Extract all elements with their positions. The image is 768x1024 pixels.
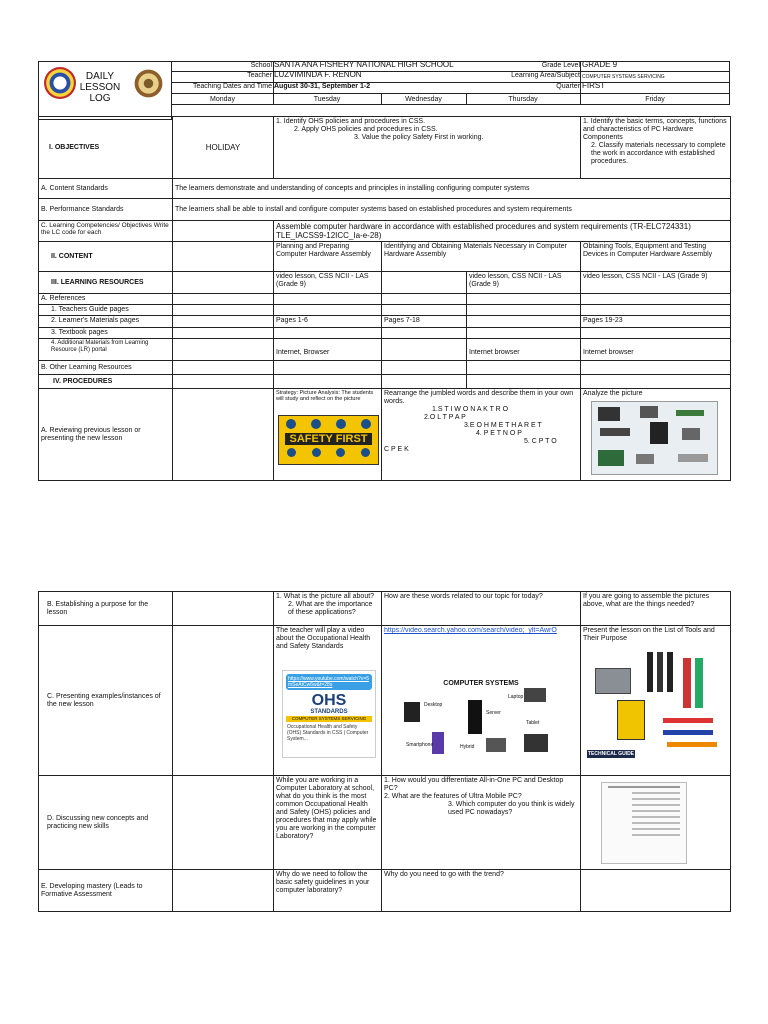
cpu-icon: [640, 406, 658, 418]
purpose-q1: 1. What is the picture all about?: [276, 593, 375, 600]
ohs-title: OHS: [311, 692, 347, 709]
casing-icon: [650, 422, 668, 444]
purpose-fri: If you are going to assemble the pictures above, what are the things needed?: [581, 592, 731, 626]
ohs-video-thumbnail: [282, 670, 376, 758]
cell: [467, 361, 581, 375]
school-value: SANTA ANA FISHERY NATIONAL HIGH SCHOOL: [274, 61, 454, 69]
cell: [173, 361, 274, 375]
day-thursday: Thursday: [508, 96, 538, 103]
cell: [382, 339, 467, 361]
safety-first-poster: [278, 415, 379, 465]
review-wed: [382, 389, 581, 481]
review-label: A. Reviewing previous lesson or presenting the new lesson: [39, 389, 173, 481]
ohs-band: COMPUTER SYSTEMS SERVICING: [286, 716, 372, 722]
content-standards-text: The learners demonstrate and understanding of concepts and principles in installing configuring computer systems: [173, 179, 731, 199]
content-standards-row: [39, 179, 731, 199]
cell: [274, 305, 382, 316]
resources-fri: video lesson, CSS NCII - LAS (Grade 9): [581, 272, 731, 294]
cell: [581, 305, 731, 316]
review-tue: [274, 389, 382, 481]
server-label: Server: [486, 710, 501, 716]
cell: [173, 339, 274, 361]
tb-row: [39, 328, 731, 339]
mastery-label: E. Developing mastery (Leads to Formative Assessment: [39, 870, 173, 912]
objective-fri-2: 2. Classify materials necessary to complete the work in accordance with established procedures.: [591, 142, 726, 165]
yahoo-video-link[interactable]: https://video.search.yahoo.com/search/video;_ylt=AwrO: [384, 627, 557, 634]
objective-1: 1. Identify OHS policies and procedures in CSS.: [276, 118, 426, 125]
objective-fri-1: 1. Identify the basic terms, concepts, functions and characteristics of PC Hardware Components: [583, 118, 727, 141]
lm-label: 2. Learner's Materials pages: [39, 316, 173, 328]
doc-line: [632, 792, 680, 794]
school-label: School: [250, 62, 272, 69]
lr-thu: Internet browser: [467, 339, 581, 361]
psu-icon: [682, 428, 700, 440]
header-line: [172, 82, 730, 83]
review-monday: [173, 389, 274, 481]
tablet-label: Tablet: [526, 720, 540, 726]
resources-wed: [382, 272, 467, 294]
cell: [467, 328, 581, 339]
content-monday: [173, 242, 274, 272]
presenting-tue: [274, 626, 382, 776]
presenting-fri: [581, 626, 731, 776]
cell: [581, 328, 731, 339]
presenting-wed: [382, 626, 581, 776]
purpose-wed: How are these words related to our topic for today?: [382, 592, 581, 626]
procedures-row: [39, 375, 731, 389]
discussing-q2: 2. What are the features of Ultra Mobile PC?: [384, 793, 522, 800]
header-line: [172, 71, 730, 72]
cell: [382, 328, 467, 339]
ear-icon: [312, 448, 321, 457]
objectives-monday: HOLIDAY: [173, 117, 274, 179]
lr-row: [39, 339, 731, 361]
lr-tue: Internet, Browser: [274, 339, 382, 361]
dates-value: August 30-31, September 1-2: [274, 83, 371, 90]
content-label: II. CONTENT: [39, 242, 173, 272]
helmet-icon: [286, 419, 296, 429]
discussing-q3: 3. Which computer do you think is widely used PC nowadays?: [448, 801, 575, 816]
teacher-value: LUZVIMINDA F. RENON: [274, 70, 362, 79]
cell: [581, 375, 731, 389]
cell: [581, 294, 731, 305]
hybrid-label: Hybrid: [460, 744, 475, 750]
screwdriver-icon: [663, 718, 713, 723]
objectives-tue: [274, 117, 581, 179]
technical-guide-band: TECHNICAL GUIDE: [588, 751, 635, 757]
objective-2: 2. Apply OHS policies and procedures in CSS.: [294, 126, 438, 133]
competencies-row: [39, 221, 731, 242]
cell: [382, 375, 467, 389]
jumbled-word-2: 2.O L T P A P: [424, 414, 466, 421]
purpose-q2: 2. What are the importance of these applications?: [288, 601, 373, 616]
content-wed: Identifying and Obtaining Materials Necessary in Computer Hardware Assembly: [382, 242, 581, 272]
keyboard-icon: [600, 428, 630, 436]
cell: [173, 328, 274, 339]
content-fri: Obtaining Tools, Equipment and Testing Devices in Computer Hardware Assembly: [581, 242, 731, 272]
doc-line: [632, 828, 680, 830]
competencies-monday: [173, 221, 274, 242]
jumbled-word-6: C P E K: [384, 446, 409, 453]
lesson-log-title: DAILY LESSON LOG: [79, 71, 121, 104]
cell: [382, 361, 467, 375]
doc-line: [608, 786, 680, 788]
power-supply-icon: [595, 668, 631, 694]
performance-standards-text: The learners shall be able to install and configure computer systems based on established procedures and system requirements: [173, 199, 731, 221]
quarter-value: FIRST: [582, 81, 606, 90]
lr-label: 4. Additional Materials from Learning Resource (LR) portal: [39, 339, 173, 361]
multimeter-icon: [617, 700, 645, 740]
smartphone-label: Smartphone: [406, 742, 434, 748]
server-icon: [468, 700, 482, 734]
objectives-row: [39, 117, 731, 179]
cell: [274, 361, 382, 375]
pliers-icon: [695, 658, 703, 708]
doc-line: [632, 804, 680, 806]
doc-line: [632, 798, 680, 800]
lm-wed: Pages 7-18: [382, 316, 467, 328]
references-row: [39, 294, 731, 305]
discussing-tue: While you are working in a Computer Laboratory at school, what do you think is the most common Occupational Health and Safety (OHS) policies and procedures that may apply while you are working in the computer Laboratory?: [274, 776, 382, 870]
jumbled-word-3: 3.E O H M E T H A R E T: [464, 422, 542, 429]
tools-picture: [587, 648, 727, 772]
lesson-log-table: [38, 116, 731, 481]
school-seal-logo: [131, 66, 166, 101]
safety-icons-row: [279, 419, 378, 429]
tools-list-document: [601, 782, 687, 864]
lr-fri: Internet browser: [581, 339, 731, 361]
cell: [173, 375, 274, 389]
cell: [467, 294, 581, 305]
cell: [467, 375, 581, 389]
resources-monday: [173, 272, 274, 294]
tb-label: 3. Textbook pages: [39, 328, 173, 339]
discussing-q1: 1. How would you differentiate All-in-One PC and Desktop PC?: [384, 777, 564, 792]
cell: [382, 305, 467, 316]
drive-icon: [636, 454, 654, 464]
performance-standards-label: B. Performance Standards: [39, 199, 173, 221]
resources-thu: video lesson, CSS NCII - LAS (Grade 9): [467, 272, 581, 294]
ohs-video-link[interactable]: https://www.youtube.com/watch?v=5mSeAtCw6w&t=28s: [286, 674, 372, 690]
presenting-monday: [173, 626, 274, 776]
presenting-fri-text: Present the lesson on the List of Tools and Their Purpose: [583, 627, 715, 642]
ram-icon: [676, 410, 704, 416]
brush-icon: [657, 652, 663, 692]
review-fri-text: Analyze the picture: [583, 390, 643, 397]
purpose-row: [39, 592, 731, 626]
hardware-components-picture: [591, 401, 718, 475]
pliers-icon: [683, 658, 691, 708]
brush-icon: [667, 652, 673, 692]
mastery-monday: [173, 870, 274, 912]
resources-row: [39, 272, 731, 294]
laptop-icon: [524, 688, 546, 702]
goggles-icon: [311, 419, 321, 429]
cell: [173, 305, 274, 316]
mastery-fri: [581, 870, 731, 912]
dates-label: Teaching Dates and Time: [193, 83, 272, 90]
objectives-label: I. OBJECTIVES: [39, 117, 173, 179]
ohs-subtitle: STANDARDS: [310, 709, 348, 715]
discussing-row: [39, 776, 731, 870]
safety-icons-row-2: [279, 448, 378, 457]
lm-row: [39, 316, 731, 328]
safety-first-text: SAFETY FIRST: [285, 433, 372, 445]
area-label: Learning Area/Subject: [511, 72, 580, 79]
cable-icon: [678, 454, 708, 462]
jumbled-word-1: 1.S T I W O N A K T R O: [432, 406, 509, 413]
purpose-tue: [274, 592, 382, 626]
discussing-fri: [581, 776, 731, 870]
resources-label: III. LEARNING RESOURCES: [39, 272, 173, 294]
competencies-text: Assemble computer hardware in accordance with established procedures and system requirements (TR-ELC724331) TLE_IACSS9-12ICC_Ia-e-28): [274, 221, 731, 242]
day-tuesday: Tuesday: [313, 96, 341, 103]
doc-line: [632, 822, 680, 824]
teacher-label: Teacher: [247, 72, 272, 79]
purpose-label: B. Establishing a purpose for the lesson: [39, 592, 173, 626]
smartphone-icon: [432, 732, 444, 754]
objectives-fri: [581, 117, 731, 179]
review-wed-text: Rearrange the jumbled words and describe them in your own words.: [384, 390, 574, 405]
header-line: [172, 93, 730, 94]
review-fri: [581, 389, 731, 481]
doc-line: [632, 810, 680, 812]
cell: [173, 316, 274, 328]
desktop-icon: [404, 702, 420, 722]
vest-icon: [336, 448, 345, 457]
other-resources-label: B. Other Learning Resources: [39, 361, 173, 375]
area-value: COMPUTER SYSTEMS SERVICING: [582, 74, 665, 80]
day-wednesday: Wednesday: [405, 96, 442, 103]
computer-systems-picture: [396, 680, 566, 768]
mastery-tue: Why do we need to follow the basic safety guidelines in your computer laboratory?: [274, 870, 382, 912]
cell: [274, 294, 382, 305]
lm-fri: Pages 19-23: [581, 316, 731, 328]
desktop-label: Desktop: [424, 702, 443, 708]
mask-icon: [287, 448, 296, 457]
monitor-icon: [598, 407, 620, 421]
brush-icon: [647, 652, 653, 692]
cell: [274, 375, 382, 389]
content-tue: Planning and Preparing Computer Hardware Assembly: [274, 242, 382, 272]
motherboard-icon: [598, 450, 624, 466]
jumbled-word-4: 4. P E T N O P: [476, 430, 522, 437]
tg-row: [39, 305, 731, 316]
doc-line: [632, 816, 680, 818]
mastery-wed: Why do you need to go with the trend?: [382, 870, 581, 912]
grade-value: GRADE 9: [582, 60, 618, 69]
day-friday: Friday: [645, 96, 665, 103]
competencies-label: C. Learning Competencies/ Objectives Write the LC code for each: [39, 221, 173, 242]
lm-tue: Pages 1-6: [274, 316, 382, 328]
procedures-label: IV. PROCEDURES: [39, 375, 173, 389]
laptop-label: Laptop: [508, 694, 524, 700]
other-resources-row: [39, 361, 731, 375]
boots-icon: [361, 419, 371, 429]
ohs-caption: Occupational Health and Safety (OHS) Standards in CSS | Computer System...: [287, 724, 369, 742]
cell: [173, 294, 274, 305]
gloves-icon: [336, 419, 346, 429]
cell: [382, 294, 467, 305]
mastery-row: [39, 870, 731, 912]
hybrid-icon: [486, 738, 506, 752]
quarter-label: Quarter: [556, 83, 580, 90]
day-monday: Monday: [210, 96, 235, 103]
grade-label: Grade Level: [541, 62, 580, 69]
tablet-icon: [524, 734, 548, 752]
review-strategy: Strategy: Picture Analysis: The students will study and reflect on the picture: [276, 390, 374, 402]
references-label: A. References: [39, 294, 173, 305]
cell: [467, 305, 581, 316]
objective-3: 3. Value the policy Safety First in working.: [354, 134, 484, 141]
lesson-log-table-page2: [38, 591, 731, 912]
jumbled-word-5: 5. C P T O: [524, 438, 557, 445]
performance-standards-row: [39, 199, 731, 221]
computer-systems-title: COMPUTER SYSTEMS: [443, 680, 519, 687]
review-row: [39, 389, 731, 481]
presenting-label: C. Presenting examples/instances of the new lesson: [39, 626, 173, 776]
cell: [581, 361, 731, 375]
resources-tue: video lesson, CSS NCII - LAS (Grade 9): [274, 272, 382, 294]
discussing-label: D. Discussing new concepts and practicing new skills: [39, 776, 173, 870]
content-standards-label: A. Content Standards: [39, 179, 173, 199]
purpose-monday: [173, 592, 274, 626]
tg-label: 1. Teachers Guide pages: [39, 305, 173, 316]
doc-line: [632, 834, 680, 836]
content-row: [39, 242, 731, 272]
screwdriver-icon: [663, 730, 713, 735]
presenting-tue-text: The teacher will play a video about the Occupational Health and Safety Standards: [276, 627, 371, 650]
screwdriver-icon: [667, 742, 717, 747]
shoe-icon: [361, 448, 370, 457]
discussing-monday: [173, 776, 274, 870]
deped-seal-logo: [44, 67, 76, 99]
cell: [467, 316, 581, 328]
presenting-row: [39, 626, 731, 776]
discussing-wed: [382, 776, 581, 870]
cell: [274, 328, 382, 339]
